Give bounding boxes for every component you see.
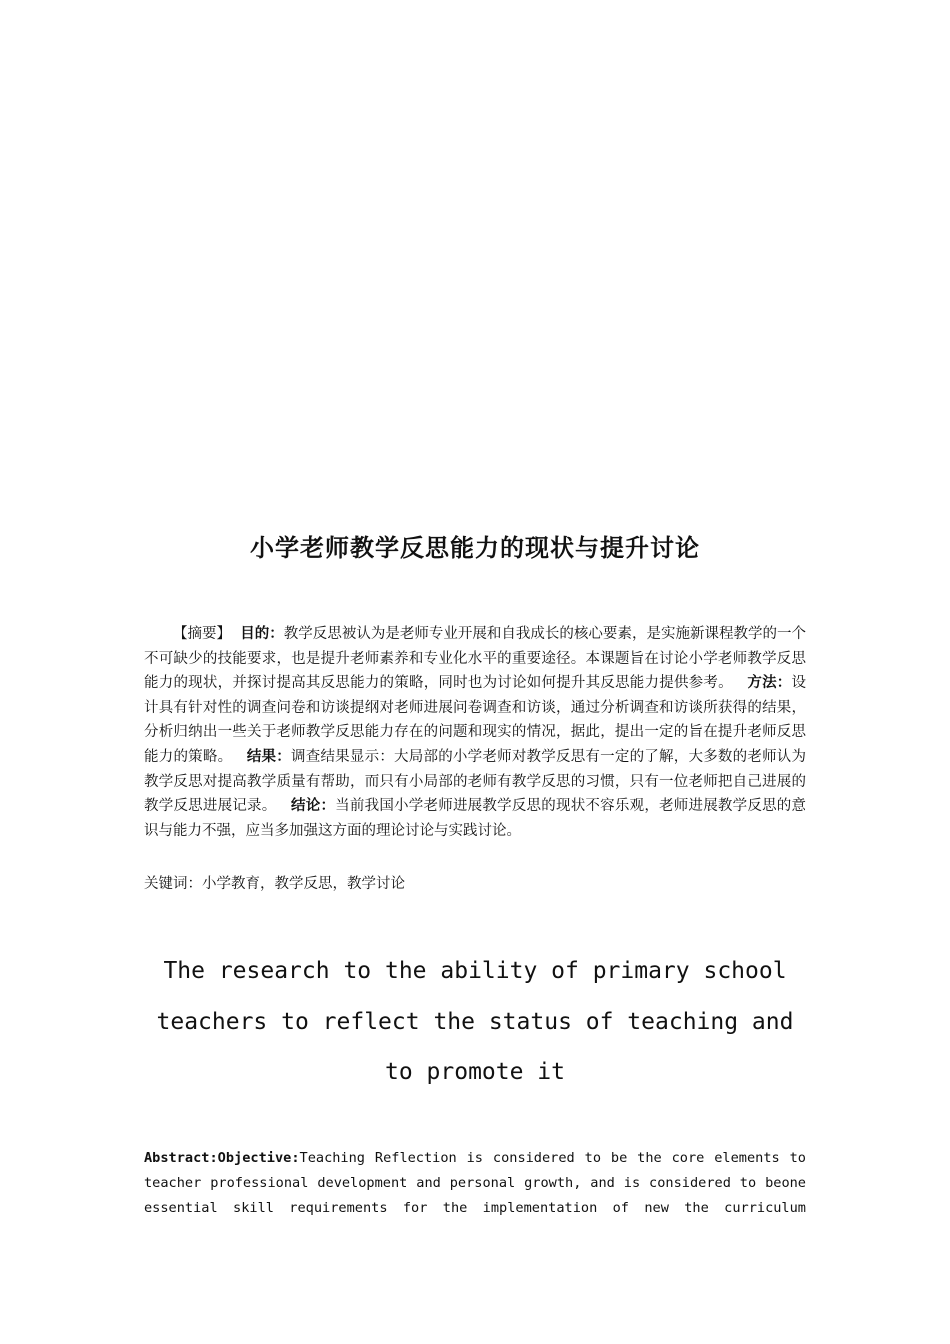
en-abstract-text: Teaching Reflection is considered to be the core elements to teacher professional development and personal growth, and is considered to beone essential skill requirements for the implementation of new the curriculum: [144, 1150, 806, 1216]
objective-label: 目的：: [240, 625, 284, 642]
results-label: 结果：: [246, 747, 291, 765]
objective-text: 教学反思被认为是老师专业开展和自我成长的核心要素，是实施新课程教学的一个不可缺少的技能要求，也是提升老师素养和专业化水平的重要途径。本课题旨在讨论小学老师教学反思能力的现状，并探讨提高其反思能力的策略，同时也为讨论如何提升其反思能力提供参考。: [144, 626, 807, 692]
conclusion-label: 结论：: [291, 797, 336, 815]
method-text: 设计具有针对性的调查问卷和访谈提纲对老师进展问卷调查和访谈，通过分析调查和访谈所获得的结果，分析归纳出一些关于老师教学反思能力存在的问题和现实的情况，据此，提出一定的旨在提升老师反思能力的策略。: [144, 675, 807, 765]
en-abstract-label: Abstract:: [144, 1150, 218, 1166]
results-text: 调查结果显示：大局部的小学老师对教学反思有一定的了解，大多数的老师认为教学反思对提高教学质量有帮助，而只有小局部的老师有教学反思的习惯，只有一位老师把自己进展的教学反思进展记录。: [144, 748, 807, 815]
method-label: 方法：: [747, 674, 792, 692]
conclusion-text: 当前我国小学老师进展教学反思的现状不容乐观，老师进展教学反思的意识与能力不强，应当多加强这方面的理论讨论与实践讨论。: [144, 798, 807, 839]
english-title: The research to the ability of primary school teachers to reflect the status of teaching and to promote it: [156, 958, 794, 1085]
en-objective-label: Objective:: [217, 1150, 300, 1166]
chinese-abstract: [144, 622, 806, 843]
english-abstract: [144, 1146, 806, 1221]
chinese-title: 小学老师教学反思能力的现状与提升讨论: [250, 533, 700, 562]
keywords: 关键词：小学教育，教学反思，教学讨论: [144, 876, 405, 892]
abstract-label: 【摘要】: [173, 626, 232, 642]
